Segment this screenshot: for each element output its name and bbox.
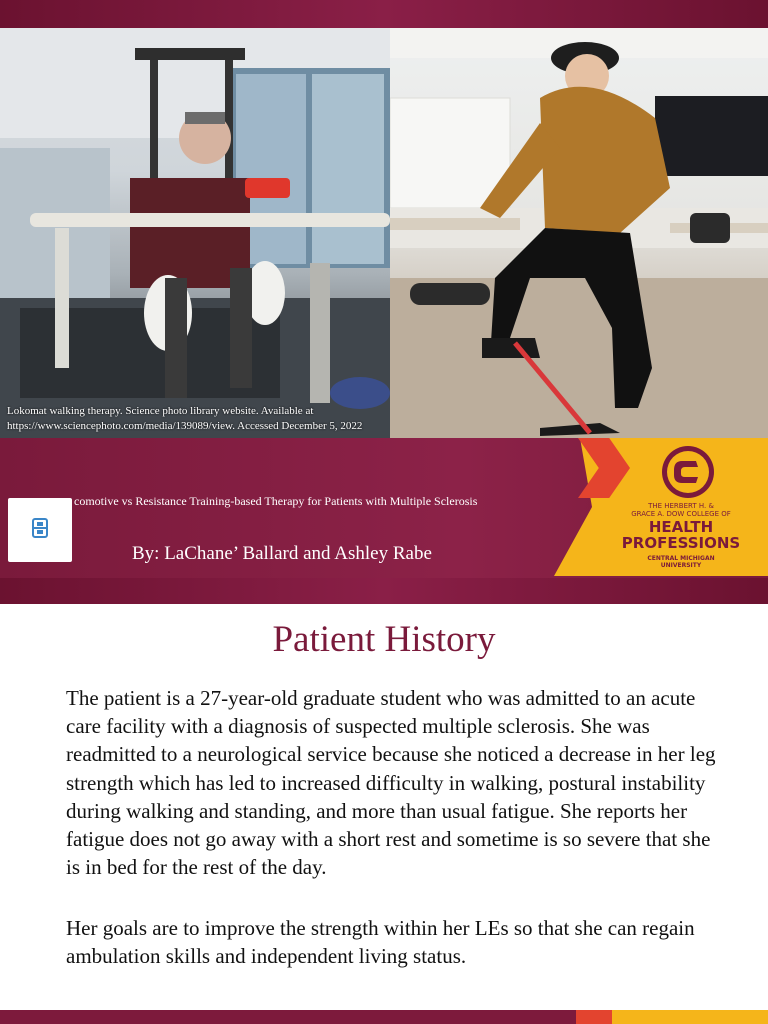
- photo-credit-caption: Lokomat walking therapy. Science photo library website. Available at https://www.sciencephoto.com/media/139089/view. Accessed December 5, 2022: [7, 405, 363, 432]
- logo-line-6: UNIVERSITY: [660, 562, 702, 569]
- lokomat-therapy-photo: [0, 28, 390, 438]
- resistance-training-photo: [390, 28, 768, 438]
- next-slide-gold-accent: [612, 1010, 768, 1024]
- patient-history-paragraph: The patient is a 27-year-old graduate student who was admitted to an acute care facility with a diagnosis of suspected multiple sclerosis. She was readmitted to a neurological service because she noticed a decrease in her leg strength which has led to increased difficulty in walking, postural instability during walking and standing, and more than usual fatigue. She reports her fatigue does not go away with a short rest and sometime is so severe that she is in bed for the rest of the day.: [66, 686, 716, 880]
- presentation-authors: By: LaChane’ Ballard and Ashley Rabe: [132, 543, 432, 564]
- logo-line-1: THE HERBERT H. &: [648, 502, 714, 510]
- bottom-banner-strip: [0, 578, 768, 604]
- patient-goals-paragraph: Her goals are to improve the strength within her LEs so that she can regain ambulation skills and independent living status.: [66, 916, 695, 969]
- logo-line-2: GRACE A. DOW COLLEGE OF: [631, 510, 731, 518]
- film-icon: [32, 518, 48, 543]
- media-play-button[interactable]: [8, 498, 72, 562]
- slide-title: Patient History: [272, 619, 496, 660]
- top-banner-strip: [0, 0, 768, 28]
- logo-line-4: PROFESSIONS: [621, 534, 741, 552]
- logo-line-5: CENTRAL MICHIGAN: [647, 555, 715, 562]
- presentation-subtitle: comotive vs Resistance Training-based Therapy for Patients with Multiple Sclerosis: [74, 494, 478, 508]
- cmu-c-logo-icon: [660, 444, 716, 500]
- next-slide-edge: [0, 1010, 768, 1024]
- logo-line-3: HEALTH: [648, 518, 714, 536]
